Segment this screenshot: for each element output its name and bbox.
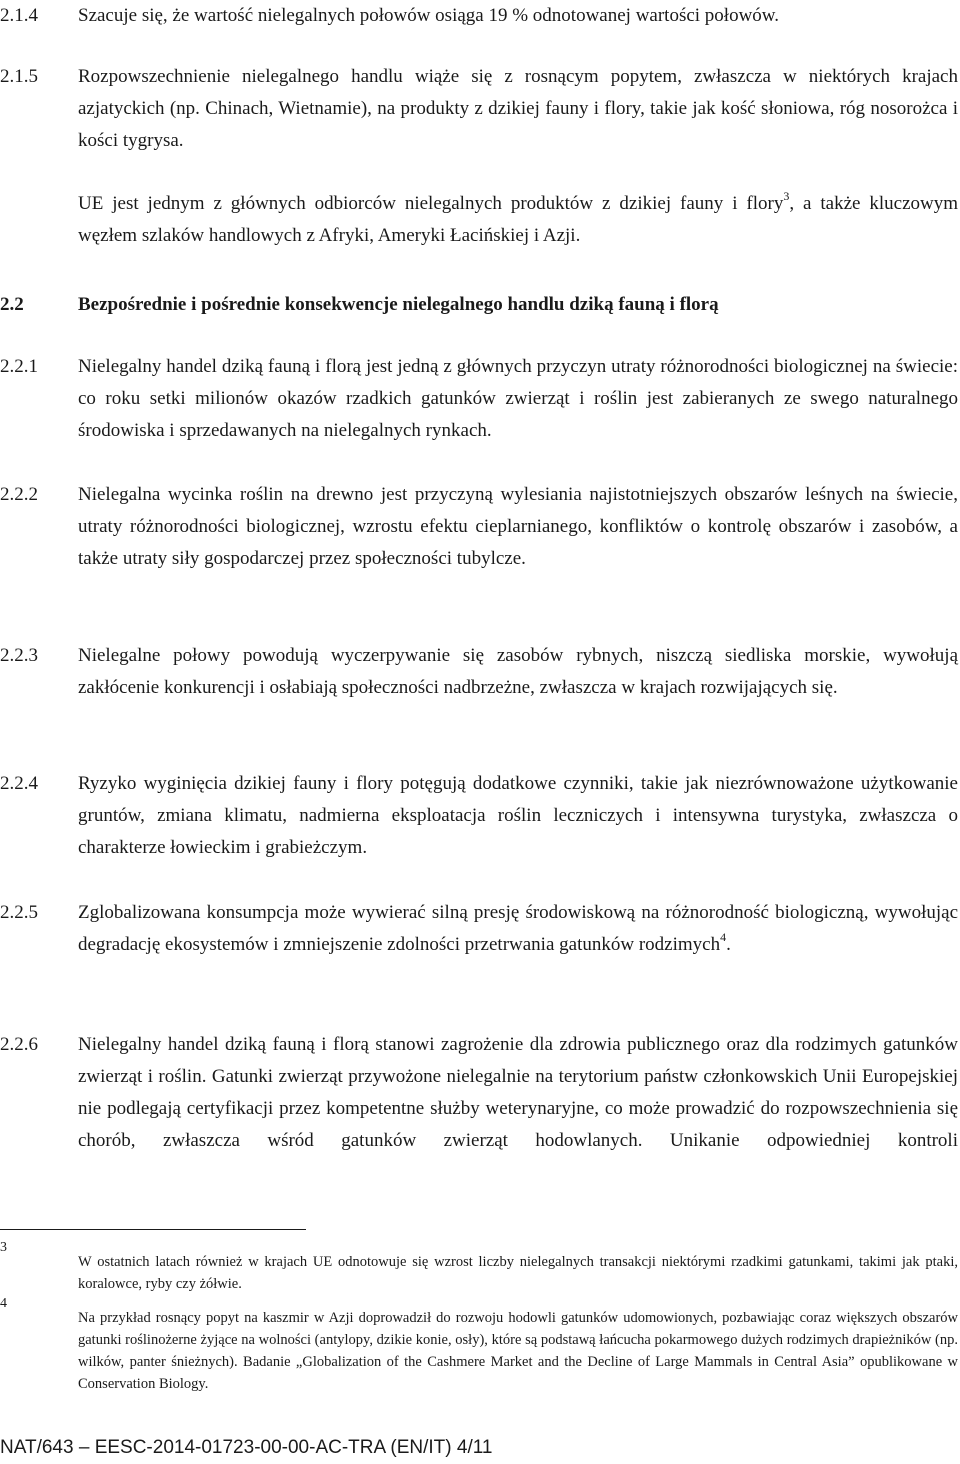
paragraph-text: Rozpowszechnienie nielegalnego handlu wiąże się z rosnącym popytem, zwłaszcza w niektórych krajach azjatyckich (np. Chinach, Wietnamie), na produkty z dzikiej fauny i flory, takie jak kość słoniowa, róg nosorożca i kości tygrysa. <box>78 66 958 151</box>
paragraph-text <box>78 897 958 961</box>
footnote-ref-4[interactable]: 4 <box>720 929 727 944</box>
paragraph-number: 2.1.4 <box>0 5 38 26</box>
paragraph-2-2-5 <box>0 897 958 961</box>
footnote-3 <box>0 1240 958 1295</box>
footnote-ref-3[interactable]: 3 <box>783 188 790 203</box>
footnote-separator <box>0 1229 306 1230</box>
paragraph-text: Nielegalny handel dziką fauną i florą jest jedną z głównych przyczyn utraty różnorodności biologicznej na świecie: co roku setki milionów okazów rzadkich gatunków zwierząt i roślin jest zabieranych ze swego naturalnego środowiska i sprzedawanych na nielegalnych rynkach. <box>78 356 958 441</box>
paragraph-eu-importer <box>0 188 958 252</box>
paragraph-2-2-3 <box>0 640 958 704</box>
paragraph-number: 2.2.6 <box>0 1034 38 1055</box>
paragraph-number: 2.2.2 <box>0 484 38 505</box>
paragraph-2-2-4 <box>0 768 958 864</box>
paragraph-text: Nielegalna wycinka roślin na drewno jest przyczyną wylesiania najistotniejszych obszarów leśnych na świecie, utraty różnorodności biologicznej, wzrostu efektu cieplarnianego, konfliktów o kontrolę obszarów i zasobów, a także utraty siły gospodarczej przez społeczności tubylcze. <box>78 484 958 569</box>
footnote-number: 3 <box>0 1240 7 1255</box>
paragraph-number: 2.2.4 <box>0 773 38 794</box>
paragraph-2-2-2 <box>0 479 958 575</box>
paragraph-2-2-6 <box>0 1029 958 1157</box>
paragraph-text-b: , a także kluczowym węzłem szlaków handlowych z Afryki, Ameryki Łacińskiej i Azji. <box>78 193 959 246</box>
footnote-text: W ostatnich latach również w krajach UE odnotowuje się wzrost liczby nielegalnych transakcji niektórymi rzadkimi gatunkami, takimi jak ptaki, koralowce, ryby czy żółwie. <box>78 1254 958 1292</box>
paragraph-text: Ryzyko wyginięcia dzikiej fauny i flory potęgują dodatkowe czynniki, takie jak niezrównoważone użytkowanie gruntów, zmiana klimatu, nadmierna eksploatacja roślin leczniczych i intensywna turystyka, zwłaszcza o charakterze łowieckim i grabieżczym. <box>78 773 958 858</box>
paragraph-text-a: Zglobalizowana konsumpcja może wywierać silną presję środowiskową na różnorodność biologiczną, wywołując degradację ekosystemów i zmniejszenie zdolności przetrwania gatunków rodzimych <box>78 902 958 955</box>
paragraph-text-a: UE jest jednym z głównych odbiorców nielegalnych produktów z dzikiej fauny i flory <box>78 193 784 214</box>
paragraph-number: 2.2.3 <box>0 645 38 666</box>
page-footer: NAT/643 – EESC-2014-01723-00-00-AC-TRA (EN/IT) 4/11 <box>0 1437 493 1458</box>
paragraph-number: 2.1.5 <box>0 66 38 87</box>
footnote-4 <box>0 1296 958 1395</box>
paragraph-number: 2.2.1 <box>0 356 38 377</box>
paragraph-text: Szacuje się, że wartość nielegalnych połowów osiąga 19 % odnotowanej wartości połowów. <box>78 5 780 26</box>
paragraph-2-1-5 <box>0 61 958 157</box>
paragraph-text: Nielegalne połowy powodują wyczerpywanie się zasobów rybnych, niszczą siedliska morskie, wywołują zakłócenie konkurencji i osłabiają społeczności nadbrzeżne, zwłaszcza w krajach rozwijających się. <box>78 645 958 698</box>
paragraph-2-2-1 <box>0 351 958 447</box>
heading-text: Bezpośrednie i pośrednie konsekwencje nielegalnego handlu dziką fauną i florą <box>78 294 719 315</box>
paragraph-number: 2.2.5 <box>0 902 38 923</box>
paragraph-text: Nielegalny handel dziką fauną i florą stanowi zagrożenie dla zdrowia publicznego oraz dla rodzimych gatunków zwierząt i roślin. Gatunki zwierząt przywożone nielegalnie na terytorium państw członkowskich Unii Europejskiej nie podlegają certyfikacji przez kompetentne służby weterynaryjne, co może prowadzić do rozpowszechnienia się chorób, zwłaszcza wśród gatunków zwierząt hodowlanych. Unikanie odpowiedniej kontroli <box>78 1034 958 1151</box>
footnote-number: 4 <box>0 1296 7 1311</box>
paragraph-text <box>78 188 958 252</box>
footnote-text: Na przykład rosnący popyt na kaszmir w Azji doprowadził do rozwoju hodowli gatunków udomowionych, pozbawiając coraz większych obszarów gatunki roślinożerne żyjące na wolności (antylopy, dzikie konie, osły), które są podstawą łańcucha pokarmowego dużych rodzimych drapieżników (np. wilków, panter śnieżnych). Badanie „Globalization of the Cashmere Market and the Decline of Large Mammals in Central Asia” opublikowane w Conservation Biology. <box>78 1310 958 1392</box>
section-heading-2-2 <box>0 289 958 321</box>
paragraph-text-b: . <box>726 934 731 955</box>
heading-number: 2.2 <box>0 294 24 315</box>
paragraph-2-1-4 <box>0 0 958 32</box>
